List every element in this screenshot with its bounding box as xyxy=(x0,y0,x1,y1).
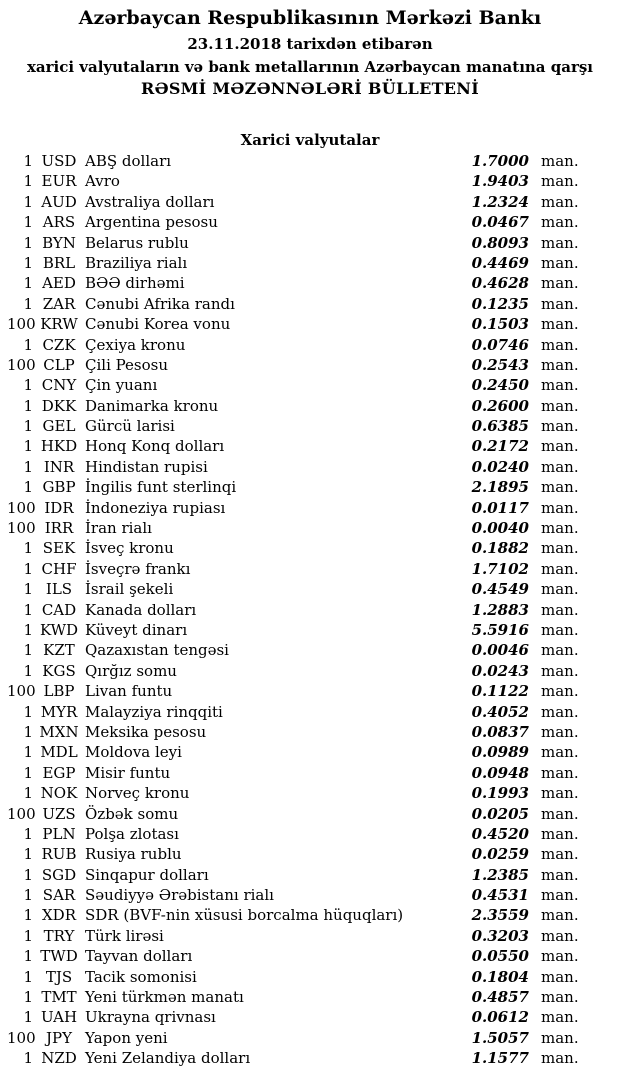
currency-code: PLN xyxy=(42,824,76,843)
currency-unit: man. xyxy=(541,172,579,191)
currency-row xyxy=(0,396,620,416)
currency-quantity: 100 xyxy=(7,804,36,823)
currency-quantity: 100 xyxy=(7,355,36,374)
currency-rate: 0.0243 xyxy=(471,661,529,680)
currency-quantity: 1 xyxy=(23,967,33,986)
currency-name: Braziliya rialı xyxy=(85,253,188,272)
currency-unit: man. xyxy=(541,722,579,741)
currency-quantity: 1 xyxy=(23,172,33,191)
currency-rate: 0.1503 xyxy=(471,315,529,334)
currency-row xyxy=(0,967,620,987)
currency-code: SAR xyxy=(42,886,76,905)
effective-date-line: 23.11.2018 tarixdən etibarən xyxy=(187,35,433,53)
currency-code: MDL xyxy=(40,743,78,762)
currency-code: TMT xyxy=(41,988,77,1007)
currency-row xyxy=(0,600,620,620)
currency-rate: 0.0040 xyxy=(471,519,529,538)
currency-rate: 0.0205 xyxy=(471,804,529,823)
currency-unit: man. xyxy=(541,539,579,558)
currency-quantity: 1 xyxy=(23,396,33,415)
currency-code: BRL xyxy=(42,253,76,272)
currency-unit: man. xyxy=(541,478,579,497)
currency-quantity: 1 xyxy=(23,702,33,721)
currency-unit: man. xyxy=(541,335,579,354)
currency-name: İran rialı xyxy=(85,519,152,538)
currency-code: INR xyxy=(43,457,75,476)
currency-code: USD xyxy=(41,152,77,170)
currency-unit: man. xyxy=(541,682,579,701)
currency-unit: man. xyxy=(541,845,579,864)
currency-code: MYR xyxy=(40,702,78,721)
currency-name: Sinqapur dolları xyxy=(85,865,209,884)
currency-quantity: 100 xyxy=(7,315,36,334)
currency-code: UAH xyxy=(40,1008,78,1027)
currency-unit: man. xyxy=(541,763,579,782)
currency-name: Livan funtu xyxy=(85,682,173,701)
currency-code: EGP xyxy=(42,763,76,782)
currency-quantity: 100 xyxy=(7,498,36,517)
currency-row xyxy=(0,661,620,681)
currency-code: TRY xyxy=(43,926,75,945)
currency-quantity: 1 xyxy=(23,743,33,762)
currency-unit: man. xyxy=(541,865,579,884)
currency-name: Tacik somonisi xyxy=(85,967,197,986)
currency-quantity: 1 xyxy=(23,906,33,925)
currency-quantity: 1 xyxy=(23,559,33,578)
currency-unit: man. xyxy=(541,457,579,476)
currency-rate: 0.4052 xyxy=(471,702,529,721)
currency-rate: 0.0240 xyxy=(471,457,529,476)
currency-rate: 0.2450 xyxy=(471,376,529,395)
currency-row xyxy=(0,926,620,946)
currency-code: TWD xyxy=(40,947,78,966)
currency-unit: man. xyxy=(541,1008,579,1027)
currency-name: İndoneziya rupiası xyxy=(85,498,226,517)
currency-row xyxy=(0,457,620,477)
currency-unit: man. xyxy=(541,396,579,415)
currency-unit: man. xyxy=(541,498,579,517)
currency-unit: man. xyxy=(541,152,579,170)
currency-unit: man. xyxy=(541,600,579,619)
currency-unit: man. xyxy=(541,886,579,905)
currency-row xyxy=(0,620,620,640)
currency-name: İsveç kronu xyxy=(85,539,174,558)
currency-unit: man. xyxy=(541,988,579,1007)
currency-code: UZS xyxy=(42,804,76,823)
subtitle-line: xarici valyutaların və bank metallarının Azərbaycan manatına qarşı xyxy=(26,58,594,76)
currency-name: İsveçrə frankı xyxy=(85,559,191,578)
currency-rate: 0.0746 xyxy=(471,335,529,354)
currency-row xyxy=(0,477,620,497)
currency-row xyxy=(0,253,620,273)
currency-quantity: 1 xyxy=(23,926,33,945)
currency-rate: 0.1804 xyxy=(471,967,529,986)
currency-quantity: 100 xyxy=(7,1028,36,1047)
currency-row xyxy=(0,763,620,783)
currency-rates-table xyxy=(0,151,620,1069)
currency-row xyxy=(0,804,620,824)
currency-unit: man. xyxy=(541,233,579,252)
currency-name: İsrail şekeli xyxy=(85,580,174,599)
currency-rate: 0.4520 xyxy=(471,824,529,843)
currency-row xyxy=(0,905,620,925)
currency-rate: 1.5057 xyxy=(471,1028,529,1047)
bulletin-header xyxy=(0,0,620,100)
currency-unit: man. xyxy=(541,1049,579,1068)
currency-code: LBP xyxy=(43,682,75,701)
currency-name: Qazaxıstan tengəsi xyxy=(85,641,229,660)
currency-quantity: 1 xyxy=(23,1008,33,1027)
currency-name: Qırğız somu xyxy=(85,661,177,680)
currency-quantity: 1 xyxy=(23,661,33,680)
currency-quantity: 1 xyxy=(23,539,33,558)
currency-code: CHF xyxy=(41,559,77,578)
currency-quantity: 1 xyxy=(23,824,33,843)
currency-row xyxy=(0,783,620,803)
currency-rate: 0.4531 xyxy=(471,886,529,905)
currency-rate: 0.1235 xyxy=(471,294,529,313)
currency-row xyxy=(0,885,620,905)
currency-name: Kanada dolları xyxy=(85,600,197,619)
currency-row xyxy=(0,294,620,314)
currency-row xyxy=(0,498,620,518)
currency-row xyxy=(0,722,620,742)
currency-unit: man. xyxy=(541,417,579,436)
currency-code: KGS xyxy=(42,661,76,680)
currency-name: Küveyt dinarı xyxy=(85,620,188,639)
currency-rate: 0.4857 xyxy=(471,988,529,1007)
currency-name: Misir funtu xyxy=(85,763,171,782)
currency-quantity: 1 xyxy=(23,763,33,782)
currency-quantity: 1 xyxy=(23,784,33,803)
currency-row xyxy=(0,1028,620,1048)
currency-row xyxy=(0,559,620,579)
currency-unit: man. xyxy=(541,947,579,966)
currency-row xyxy=(0,416,620,436)
currency-name: Moldova leyi xyxy=(85,743,182,762)
currency-unit: man. xyxy=(541,559,579,578)
currency-code: JPY xyxy=(45,1028,72,1047)
currency-name: Tayvan dolları xyxy=(85,947,193,966)
currency-unit: man. xyxy=(541,906,579,925)
currency-name: Səudiyyə Ərəbistanı rialı xyxy=(85,886,274,905)
currency-row xyxy=(0,314,620,334)
currency-name: Belarus rublu xyxy=(85,233,189,252)
currency-quantity: 1 xyxy=(23,335,33,354)
currency-name: Yeni Zelandiya dolları xyxy=(85,1049,251,1068)
currency-name: Hindistan rupisi xyxy=(85,457,208,476)
currency-name: Polşa zlotası xyxy=(85,824,179,843)
currency-rate: 0.6385 xyxy=(471,417,529,436)
currency-code: GEL xyxy=(42,417,76,436)
currency-quantity: 1 xyxy=(23,253,33,272)
currency-row xyxy=(0,702,620,722)
currency-name: Cənubi Korea vonu xyxy=(85,315,231,334)
currency-code: NZD xyxy=(41,1049,77,1068)
currency-name: Argentina pesosu xyxy=(85,213,218,232)
currency-row xyxy=(0,844,620,864)
currency-unit: man. xyxy=(541,376,579,395)
currency-row xyxy=(0,355,620,375)
currency-rate: 2.3559 xyxy=(471,906,529,925)
currency-quantity: 100 xyxy=(7,682,36,701)
currency-code: KZT xyxy=(43,641,75,660)
currency-unit: man. xyxy=(541,315,579,334)
currency-rate: 0.8093 xyxy=(471,233,529,252)
currency-code: SEK xyxy=(42,539,76,558)
currency-rate: 1.7102 xyxy=(471,559,529,578)
currency-quantity: 1 xyxy=(23,865,33,884)
bank-title: Azərbaycan Respublikasının Mərkəzi Bankı xyxy=(78,7,542,29)
section-title-foreign-currencies: Xarici valyutalar xyxy=(240,131,380,149)
currency-rate: 0.0467 xyxy=(471,213,529,232)
currency-rate: 0.0948 xyxy=(471,763,529,782)
currency-row xyxy=(0,946,620,966)
currency-quantity: 1 xyxy=(23,886,33,905)
currency-rate: 0.0046 xyxy=(471,641,529,660)
currency-unit: man. xyxy=(541,702,579,721)
currency-code: CNY xyxy=(41,376,77,395)
currency-unit: man. xyxy=(541,784,579,803)
currency-code: CAD xyxy=(41,600,77,619)
currency-rate: 1.2385 xyxy=(471,865,529,884)
currency-name: Özbək somu xyxy=(85,804,179,823)
currency-row xyxy=(0,538,620,558)
currency-rate: 0.0612 xyxy=(471,1008,529,1027)
currency-code: DKK xyxy=(41,396,77,415)
currency-unit: man. xyxy=(541,580,579,599)
currency-name: Çexiya kronu xyxy=(85,335,186,354)
currency-quantity: 100 xyxy=(7,519,36,538)
currency-unit: man. xyxy=(541,661,579,680)
currency-unit: man. xyxy=(541,253,579,272)
currency-quantity: 1 xyxy=(23,294,33,313)
currency-name: SDR (BVF-nin xüsusi borcalma hüquqları) xyxy=(85,906,404,925)
currency-quantity: 1 xyxy=(23,845,33,864)
currency-rate: 0.3203 xyxy=(471,926,529,945)
currency-code: BYN xyxy=(42,233,76,252)
currency-rate: 0.1122 xyxy=(471,682,529,701)
currency-name: Honq Konq dolları xyxy=(85,437,225,456)
currency-rate: 5.5916 xyxy=(471,620,529,639)
currency-row xyxy=(0,640,620,660)
currency-rate: 0.4549 xyxy=(471,580,529,599)
currency-rate: 0.4469 xyxy=(471,253,529,272)
currency-code: KWD xyxy=(39,620,79,639)
currency-unit: man. xyxy=(541,355,579,374)
currency-name: Çin yuanı xyxy=(85,376,158,395)
currency-quantity: 1 xyxy=(23,988,33,1007)
currency-quantity: 1 xyxy=(23,233,33,252)
currency-name: ABŞ dolları xyxy=(85,152,172,170)
currency-row xyxy=(0,742,620,762)
currency-unit: man. xyxy=(541,926,579,945)
currency-row xyxy=(0,824,620,844)
currency-quantity: 1 xyxy=(23,478,33,497)
currency-code: ARS xyxy=(42,213,76,232)
currency-row xyxy=(0,518,620,538)
currency-code: CZK xyxy=(42,335,76,354)
currency-code: RUB xyxy=(41,845,77,864)
currency-unit: man. xyxy=(541,519,579,538)
currency-name: Çili Pesosu xyxy=(85,355,169,374)
currency-code: GBP xyxy=(42,478,76,497)
currency-rate: 0.2543 xyxy=(471,355,529,374)
currency-code: ILS xyxy=(45,580,73,599)
currency-rate: 0.1993 xyxy=(471,784,529,803)
currency-rate: 0.0550 xyxy=(471,947,529,966)
currency-rate: 1.2324 xyxy=(471,192,529,211)
currency-code: NOK xyxy=(40,784,78,803)
currency-quantity: 1 xyxy=(23,457,33,476)
currency-name: Türk lirəsi xyxy=(85,926,164,945)
currency-code: CLP xyxy=(43,355,75,374)
currency-rate: 1.1577 xyxy=(471,1049,529,1068)
currency-quantity: 1 xyxy=(23,620,33,639)
currency-name: Avstraliya dolları xyxy=(85,192,215,211)
currency-row xyxy=(0,579,620,599)
currency-rate: 0.0117 xyxy=(471,498,529,517)
currency-quantity: 1 xyxy=(23,274,33,293)
currency-row xyxy=(0,335,620,355)
currency-name: BƏƏ dirhəmi xyxy=(85,274,185,293)
currency-rate: 0.0837 xyxy=(471,722,529,741)
currency-quantity: 1 xyxy=(23,437,33,456)
currency-code: AED xyxy=(42,274,76,293)
currency-row xyxy=(0,233,620,253)
currency-unit: man. xyxy=(541,294,579,313)
currency-code: MXN xyxy=(39,722,79,741)
currency-unit: man. xyxy=(541,274,579,293)
currency-unit: man. xyxy=(541,641,579,660)
currency-row xyxy=(0,212,620,232)
currency-quantity: 1 xyxy=(23,152,33,170)
currency-row xyxy=(0,681,620,701)
currency-quantity: 1 xyxy=(23,1049,33,1068)
currency-quantity: 1 xyxy=(23,376,33,395)
currency-code: TJS xyxy=(45,967,73,986)
currency-quantity: 1 xyxy=(23,722,33,741)
currency-quantity: 1 xyxy=(23,641,33,660)
currency-rate: 1.9403 xyxy=(471,172,529,191)
currency-name: Gürcü larisi xyxy=(85,417,175,436)
currency-rate: 0.2172 xyxy=(471,437,529,456)
currency-name: Meksika pesosu xyxy=(85,722,207,741)
currency-quantity: 1 xyxy=(23,192,33,211)
currency-rate: 0.4628 xyxy=(471,274,529,293)
currency-code: EUR xyxy=(41,172,77,191)
currency-rate: 1.7000 xyxy=(471,152,529,170)
currency-code: XDR xyxy=(42,906,76,925)
currency-name: Yapon yeni xyxy=(85,1028,168,1047)
currency-rate: 1.2883 xyxy=(471,600,529,619)
currency-code: KRW xyxy=(40,315,78,334)
currency-name: Cənubi Afrika randı xyxy=(85,294,235,313)
currency-row xyxy=(0,273,620,293)
currency-code: IDR xyxy=(44,498,74,517)
currency-code: SGD xyxy=(41,865,77,884)
bulletin-title: RƏSMİ MƏZƏNNƏLƏRİ BÜLLETENİ xyxy=(140,79,480,98)
currency-code: HKD xyxy=(40,437,78,456)
currency-row xyxy=(0,375,620,395)
currency-quantity: 1 xyxy=(23,417,33,436)
currency-name: İngilis funt sterlinqi xyxy=(85,478,237,497)
currency-unit: man. xyxy=(541,437,579,456)
currency-unit: man. xyxy=(541,1028,579,1047)
currency-unit: man. xyxy=(541,824,579,843)
currency-row xyxy=(0,151,620,171)
currency-unit: man. xyxy=(541,192,579,211)
currency-row xyxy=(0,192,620,212)
currency-unit: man. xyxy=(541,804,579,823)
currency-name: Avro xyxy=(85,172,120,191)
currency-rate: 2.1895 xyxy=(471,478,529,497)
currency-row xyxy=(0,987,620,1007)
currency-rate: 0.0259 xyxy=(471,845,529,864)
currency-rate: 0.1882 xyxy=(471,539,529,558)
currency-name: Norveç kronu xyxy=(85,784,190,803)
currency-unit: man. xyxy=(541,743,579,762)
currency-row xyxy=(0,1007,620,1027)
currency-name: Danimarka kronu xyxy=(85,396,219,415)
currency-unit: man. xyxy=(541,967,579,986)
currency-code: IRR xyxy=(44,519,74,538)
currency-row xyxy=(0,865,620,885)
currency-quantity: 1 xyxy=(23,600,33,619)
currency-name: Ukrayna qrivnası xyxy=(85,1008,216,1027)
currency-unit: man. xyxy=(541,213,579,232)
currency-name: Rusiya rublu xyxy=(85,845,182,864)
currency-name: Malayziya rinqqiti xyxy=(85,702,223,721)
currency-row xyxy=(0,171,620,191)
currency-code: AUD xyxy=(41,192,77,211)
currency-unit: man. xyxy=(541,620,579,639)
currency-row xyxy=(0,1048,620,1068)
currency-quantity: 1 xyxy=(23,947,33,966)
currency-name: Yeni türkmən manatı xyxy=(85,988,244,1007)
currency-quantity: 1 xyxy=(23,580,33,599)
currency-rate: 0.2600 xyxy=(471,396,529,415)
currency-quantity: 1 xyxy=(23,213,33,232)
currency-code: ZAR xyxy=(42,294,76,313)
currency-row xyxy=(0,436,620,456)
currency-rate: 0.0989 xyxy=(471,743,529,762)
